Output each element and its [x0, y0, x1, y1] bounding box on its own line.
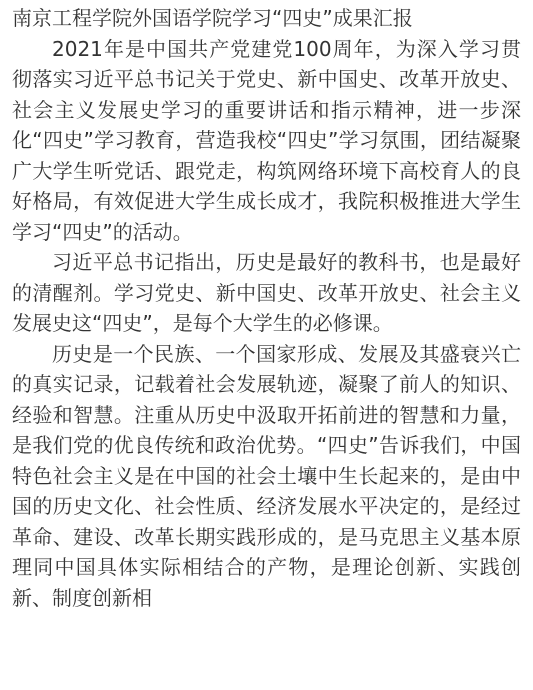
article-title: 南京工程学院外国语学院学习“四史”成果汇报 — [12, 6, 413, 30]
paragraph-2: 习近平总书记指出，历史是最好的教科书，也是最好的清醒剂。学习党史、新中国史、改革开放史、社会主义发展史这“四史”，是每个大学生的必修课。 — [12, 250, 521, 335]
paragraph-1: 2021年是中国共产党建党100周年，为深入学习贯彻落实习近平总书记关于党史、新中国史、改革开放史、社会主义发展史学习的重要讲话和指示精神，进一步深化“四史”学习教育，营造我校“四史”学习氛围，团结凝聚广大学生听党话、跟党走，构筑网络环境下高校育人的良好格局，有效促进大学生成长成才，我院积极推进大学生学习“四史”的活动。 — [12, 36, 521, 244]
paragraph-3: 历史是一个民族、一个国家形成、发展及其盛衰兴亡的真实记录，记载着社会发展轨迹，凝聚了前人的知识、经验和智慧。注重从历史中汲取开拓前进的智慧和力量，是我们党的优良传统和政治优势。“四史”告诉我们，中国特色社会主义是在中国的社会土壤中生长起来的，是由中国的历史文化、社会性质、经济发展水平决定的，是经过革命、建设、改革长期实践形成的，是马克思主义基本原理同中国具体实际相结合的产物，是理论创新、实践创新、制度创新相 — [12, 341, 521, 610]
